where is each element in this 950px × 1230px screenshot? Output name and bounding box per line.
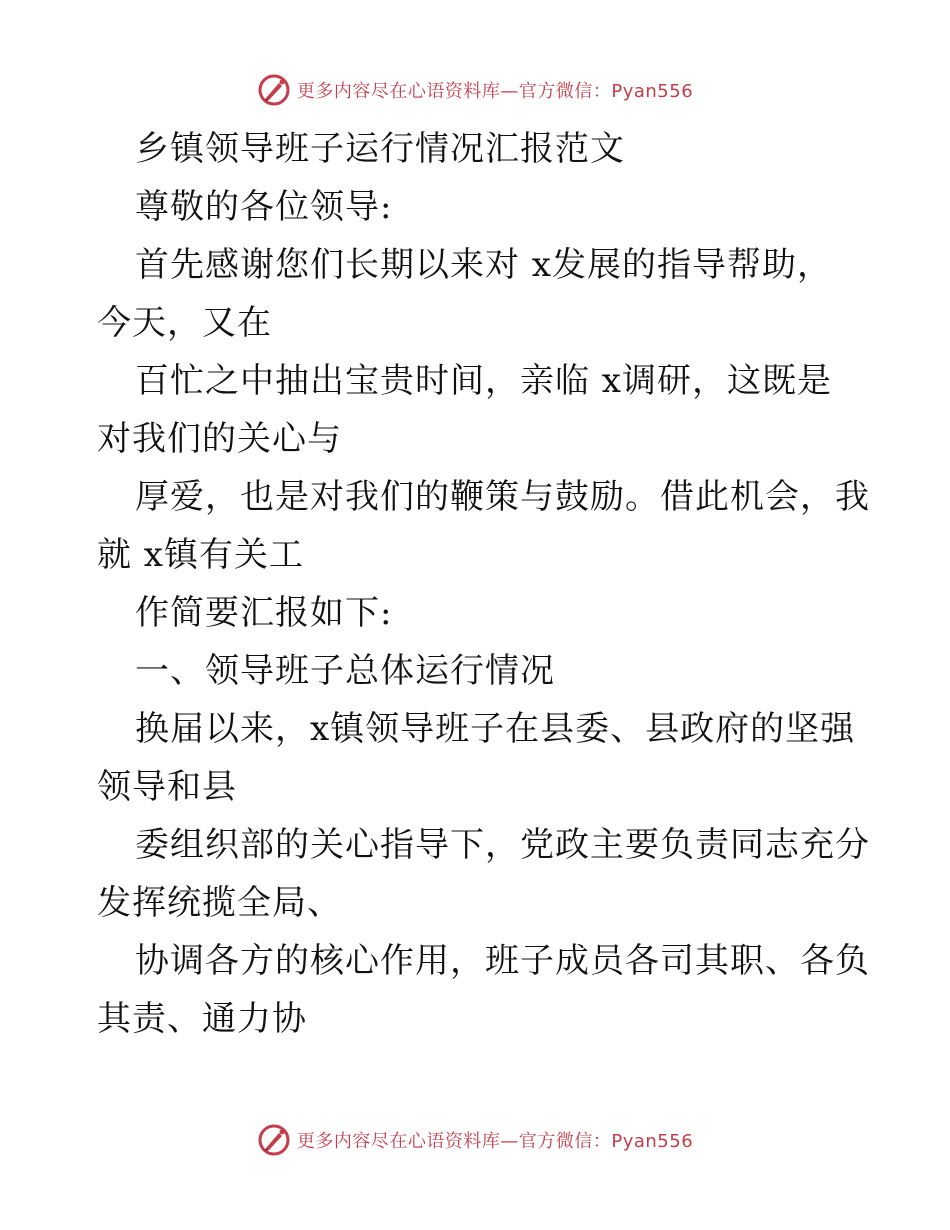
paragraph-line: 百忙之中抽出宝贵时间，亲临 x调研，这既是 [135, 361, 832, 401]
paragraph-line: 其责、通力协 [97, 999, 307, 1039]
paragraph-line: 首先感谢您们长期以来对 x发展的指导帮助， [135, 245, 832, 285]
paragraph-line: 作简要汇报如下: [135, 593, 393, 633]
paragraph-line: 协调各方的核心作用，班子成员各司其职、各负 [135, 941, 870, 981]
paragraph-line: 今天，又在 [97, 303, 272, 343]
header-banner [0, 70, 950, 110]
pen-in-circle-icon [257, 73, 291, 107]
paragraph-line: 一、领导班子总体运行情况 [135, 651, 555, 691]
paragraph-line: 委组织部的关心指导下，党政主要负责同志充分 [135, 825, 870, 865]
paragraph-line: 领导和县 [97, 767, 237, 807]
paragraph-line: 换届以来，x镇领导班子在县委、县政府的坚强 [135, 709, 856, 749]
banner-text: 更多内容尽在心语资料库—官方微信：Pyan556 [296, 81, 694, 102]
paragraph-line: 乡镇领导班子运行情况汇报范文 [135, 129, 625, 169]
paragraph-line: 厚爱，也是对我们的鞭策与鼓励。借此机会，我 [135, 477, 870, 517]
pen-in-circle-icon [257, 1123, 291, 1157]
banner-text: 更多内容尽在心语资料库—官方微信：Pyan556 [296, 1131, 694, 1152]
footer-banner [0, 1120, 950, 1160]
paragraph-line: 就 x镇有关工 [97, 535, 304, 575]
paragraph-line: 发挥统揽全局、 [97, 883, 342, 923]
paragraph-line: 尊敬的各位领导: [135, 187, 393, 227]
document-body [97, 120, 870, 1048]
paragraph-line: 对我们的关心与 [97, 419, 342, 459]
